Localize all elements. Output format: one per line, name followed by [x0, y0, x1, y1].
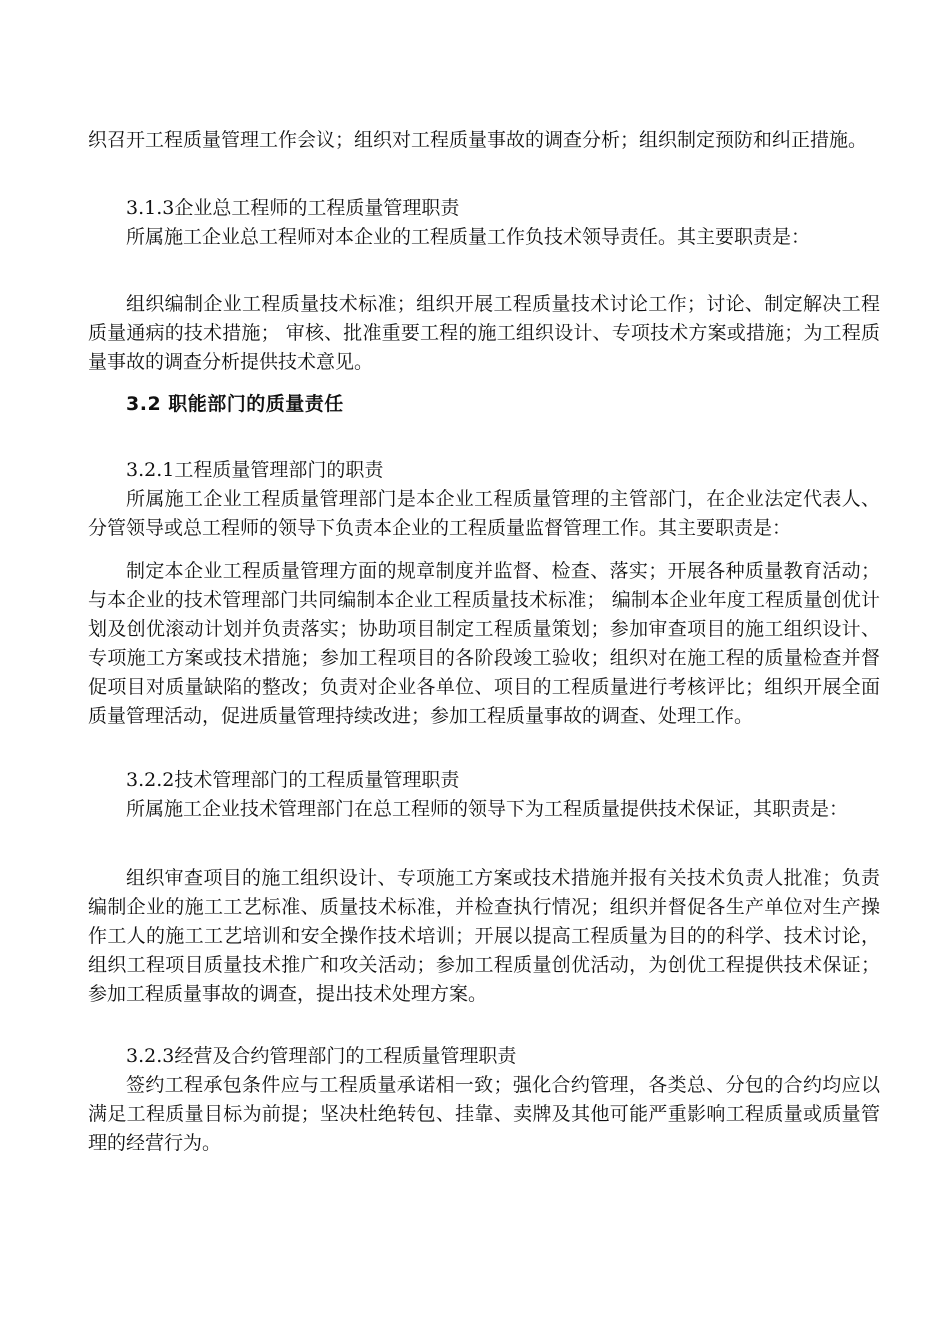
paragraph-3-2-1-intro: 所属施工企业工程质量管理部门是本企业工程质量管理的主管部门，在企业法定代表人、分管领导或总工程师的领导下负责本企业的工程质量监督管理工作。其主要职责是：: [88, 488, 880, 539]
paragraph-3-2-1-body: 制定本企业工程质量管理方面的规章制度并监督、检查、落实；开展各种质量教育活动；与本企业的技术管理部门共同编制本企业工程质量技术标准； 编制本企业年度工程质量创优计划及创优滚动计划并负责落实；协助项目制定工程质量策划；参加审查项目的施工组织设计、专项施工方案或技术措施；参加工程项目的各阶段竣工验收；组织对在施工程的质量检查并督促项目对质量缺陷的整改；负责对企业各单位、项目的工程质量进行考核评比；组织开展全面质量管理活动，促进质量管理持续改进；参加工程质量事故的调查、处理工作。: [88, 560, 880, 727]
paragraph-3-1-3-intro: 所属施工企业总工程师对本企业的工程质量工作负技术领导责任。其主要职责是：: [126, 226, 811, 248]
section-heading-3-2: 3.2 职能部门的质量责任: [126, 393, 344, 415]
paragraph-3-1-3-body: 组织编制企业工程质量技术标准；组织开展工程质量技术讨论工作；讨论、制定解决工程质量通病的技术措施； 审核、批准重要工程的施工组织设计、专项技术方案或措施；为工程质量事故的调查分析提供技术意见。: [88, 293, 880, 373]
heading-3-2-3: 3.2.3经营及合约管理部门的工程质量管理职责: [126, 1045, 517, 1067]
paragraph-3-2-2-body: 组织审查项目的施工组织设计、专项施工方案或技术措施并报有关技术负责人批准；负责编制企业的施工工艺标准、质量技术标准，并检查执行情况；组织并督促各生产单位对生产操作工人的施工工艺培训和安全操作技术培训；开展以提高工程质量为目的的科学、技术讨论，组织工程项目质量技术推广和攻关活动；参加工程质量创优活动，为创优工程提供技术保证；参加工程质量事故的调查，提出技术处理方案。: [88, 867, 880, 1005]
paragraph-3-2-2-intro: 所属施工企业技术管理部门在总工程师的领导下为工程质量提供技术保证，其职责是：: [126, 798, 849, 820]
heading-3-1-3: 3.1.3企业总工程师的工程质量管理职责: [126, 197, 460, 219]
paragraph-3-2-3-body: 签约工程承包条件应与工程质量承诺相一致；强化合约管理，各类总、分包的合约均应以满足工程质量目标为前提；坚决杜绝转包、挂靠、卖牌及其他可能严重影响工程质量或质量管理的经营行为。: [88, 1074, 880, 1154]
heading-3-2-2: 3.2.2技术管理部门的工程质量管理职责: [126, 769, 460, 791]
paragraph-intro-continued: 织召开工程质量管理工作会议；组织对工程质量事故的调查分析；组织制定预防和纠正措施。: [88, 129, 868, 151]
heading-3-2-1: 3.2.1工程质量管理部门的职责: [126, 459, 384, 481]
